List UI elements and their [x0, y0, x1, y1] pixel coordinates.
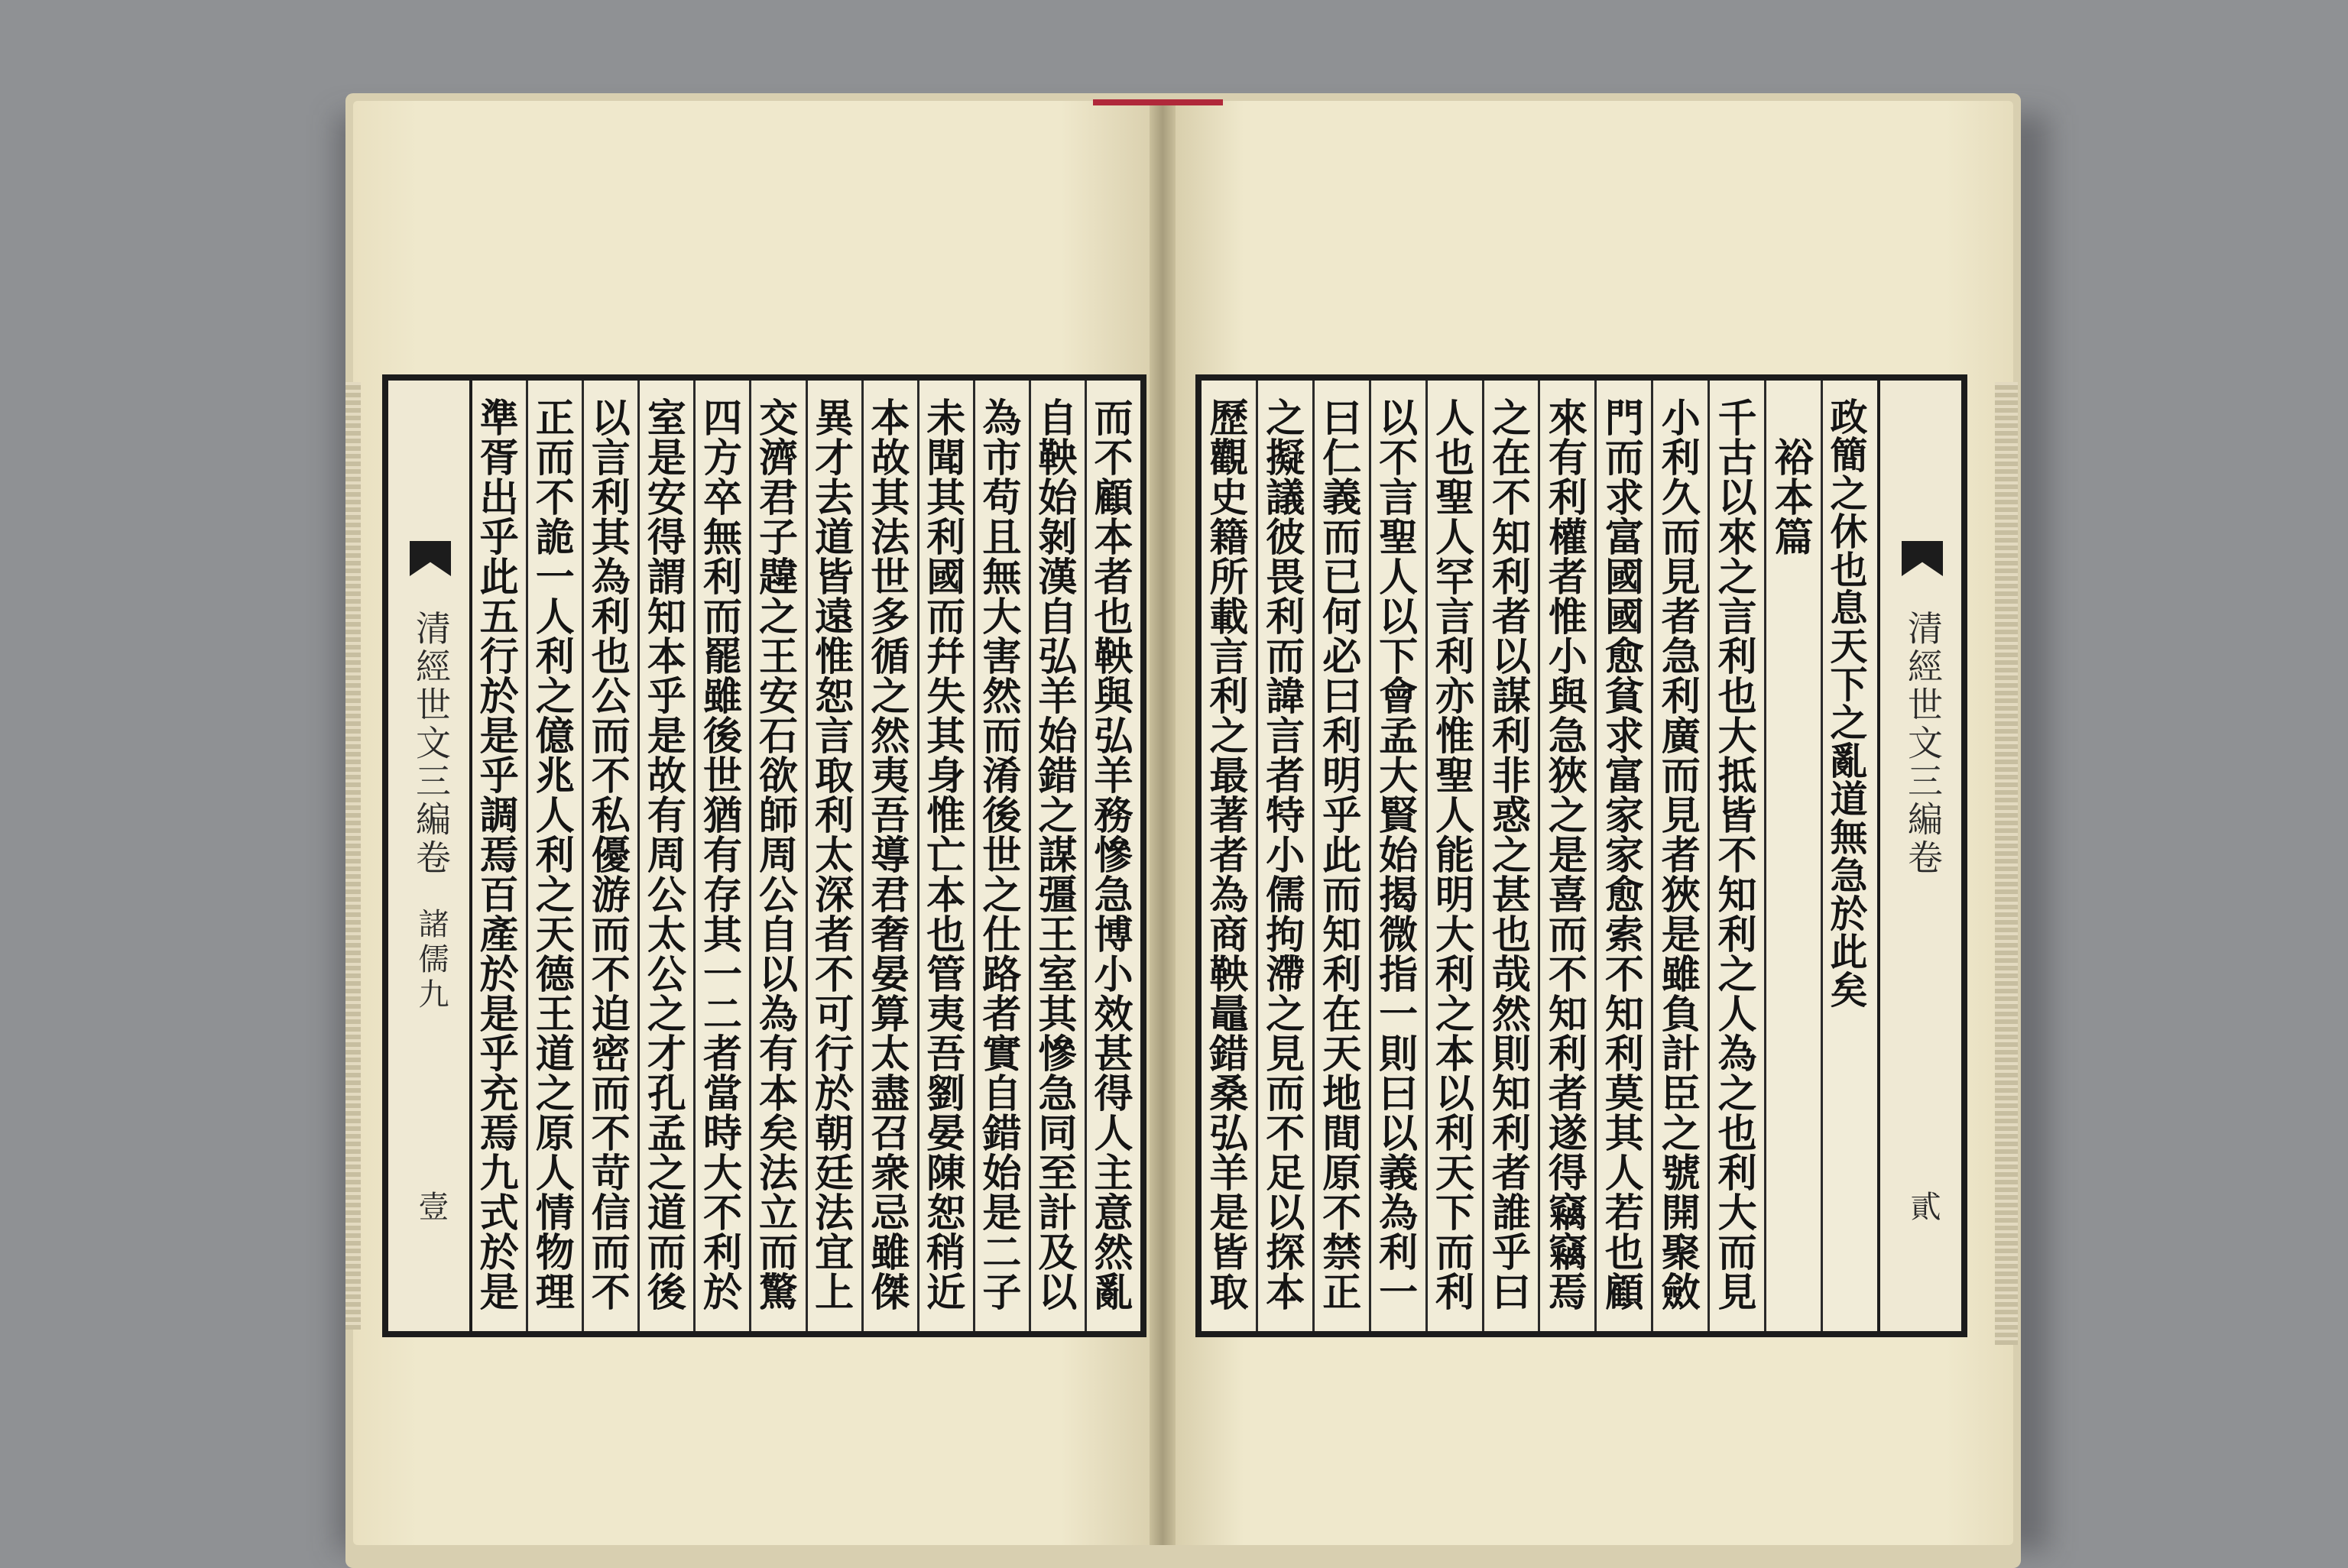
text-column: 小利久而見者急利廣而見者狹是雖負計臣之號開聚斂	[1651, 381, 1707, 1331]
red-binding-mark	[1093, 99, 1177, 105]
right-title-band	[1877, 381, 1961, 1331]
text-column: 來有利權者惟小與急狹之是喜而不知利者遂得竊竊焉	[1538, 381, 1594, 1331]
right-text-columns	[1202, 381, 1877, 1331]
right-band-title: 清經世文三編卷	[1902, 610, 1944, 877]
left-text-columns	[472, 381, 1140, 1331]
fish-tail-mark	[1902, 541, 1943, 576]
text-column: 未聞其利國而幷失其身惟亡本也管夷吾劉晏陳恕稍近	[917, 381, 973, 1331]
book-gutter	[1150, 101, 1176, 1545]
text-column: 門而求富國國愈貧求富家家愈索不知利莫其人若也顧	[1594, 381, 1651, 1331]
left-band-title: 清經世文三編卷	[410, 610, 452, 877]
text-column: 為市苟且無大害然而淆後世之仕路者實自錯始是二子	[973, 381, 1029, 1331]
fish-tail-mark	[410, 541, 451, 576]
text-column: 之擬議彼畏利而諱言者特小儒拘滯之見而不足以探本	[1256, 381, 1312, 1331]
left-text-frame	[382, 374, 1146, 1337]
text-column: 異才去道皆遠惟恕言取利太深者不可行於朝廷法宜上	[806, 381, 861, 1331]
left-fore-edge	[345, 382, 361, 1330]
left-title-band	[388, 381, 472, 1331]
text-column: 政簡之休也息天下之亂道無急於此矣	[1821, 381, 1877, 1331]
right-text-frame	[1195, 374, 1967, 1337]
text-column: 之在不知利者以謀利非惑之甚也哉然則知利者誰乎曰	[1482, 381, 1539, 1331]
text-column: 以言利其為利也公而不私優游而不迫密而不苛信而不	[582, 381, 637, 1331]
text-column: 歷觀史籍所載言利之最著者為商鞅鼂錯桑弘羊是皆取	[1202, 397, 1248, 1311]
text-column: 人也聖人罕言利亦惟聖人能明大利之本以利天下而利	[1425, 381, 1482, 1331]
text-column: 準胥出乎此五行於是乎調焉百產於是乎充焉九式於是	[472, 397, 519, 1311]
text-column: 本故其法世多循之然夷吾導君奢晏算太盡召衆忌雖傑	[861, 381, 917, 1331]
left-band-folio: 壹	[413, 1191, 449, 1221]
red-binding-mark-right	[1177, 99, 1223, 105]
text-column: 室是安得謂知本乎是故有周公太公之才孔孟之道而後	[637, 381, 693, 1331]
left-band-section: 諸儒九	[413, 908, 449, 1013]
text-column: 曰仁義而已何必曰利明乎此而知利在天地間原不禁正	[1312, 381, 1369, 1331]
right-fore-edge	[1995, 382, 2018, 1345]
text-column: 千古以來之言利也大抵皆不知利之人為之也利大而見	[1707, 381, 1764, 1331]
text-column: 交濟君子韙之王安石欲師周公自以為有本矣法立而驚	[749, 381, 805, 1331]
text-column: 而不顧本者也鞅與弘羊務慘急博小效甚得人主意然亂	[1085, 381, 1140, 1331]
text-column: 正而不詭一人利之億兆人利之天德王道之原人情物理	[526, 381, 582, 1331]
essay-title-column: 裕本篇	[1764, 381, 1821, 1331]
text-column: 自鞅始剝漢自弘羊始錯之謀彊王室其慘急同至計及以	[1029, 381, 1085, 1331]
text-column: 以不言聖人以下會孟大賢始揭微指一則曰以義為利一	[1369, 381, 1425, 1331]
right-band-folio: 貳	[1905, 1191, 1941, 1221]
text-column: 四方卒無利而罷雖後世猶有存其一二者當時大不利於	[693, 381, 749, 1331]
